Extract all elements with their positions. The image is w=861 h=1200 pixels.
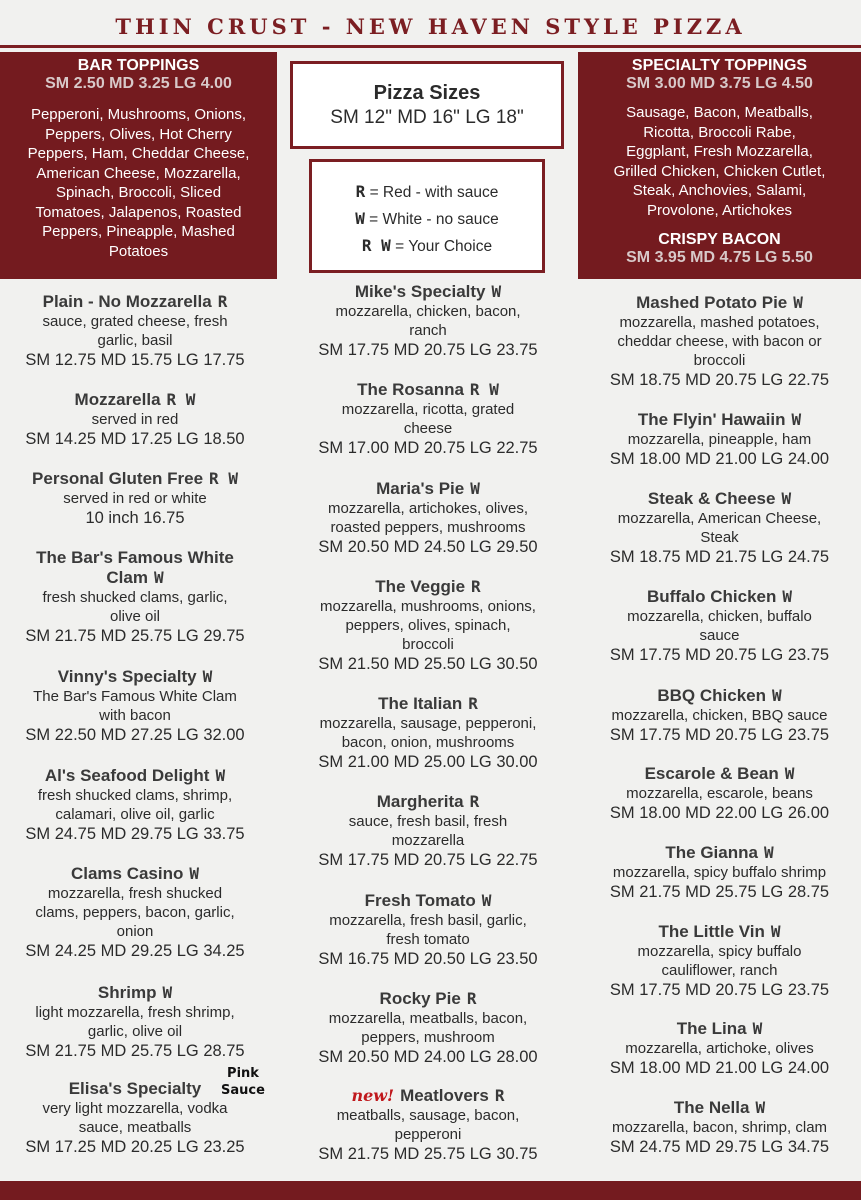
menu-item-name-row: [0, 864, 270, 884]
menu-item-description: The Bar's Famous White Clam: [33, 688, 237, 705]
sauce-badge: R: [468, 694, 478, 713]
menu-item-name-row: [0, 390, 270, 410]
menu-item-name-row: [578, 686, 861, 706]
menu-item-price: SM 17.00 MD 20.75 LG 22.75: [318, 439, 538, 457]
sauce-badge: W: [793, 293, 803, 312]
menu-item-description: olive oil: [109, 608, 161, 625]
sauce-badge: W: [470, 479, 480, 498]
menu-item-name-row: [578, 764, 861, 784]
menu-item: [0, 548, 270, 646]
menu-item-name: Meatlovers: [400, 1086, 489, 1105]
menu-item-price: SM 24.75 MD 29.75 LG 34.75: [609, 1138, 830, 1156]
menu-item-name-row: [578, 587, 861, 607]
menu-item-price: SM 22.50 MD 27.25 LG 32.00: [25, 726, 245, 744]
new-badge: new!: [351, 1086, 395, 1105]
sauce-badge: W: [781, 489, 792, 508]
menu-item-description: peppers, olives, spinach,: [345, 617, 511, 634]
menu-item-price: SM 18.75 MD 20.75 LG 22.75: [609, 371, 830, 389]
menu-item-description: fresh shucked clams, garlic,: [42, 589, 228, 606]
sauce-badge: W: [772, 686, 782, 705]
menu-item-price: SM 14.25 MD 17.25 LG 18.50: [25, 430, 245, 448]
menu-item: [290, 479, 566, 557]
sauce-badge: R: [217, 292, 228, 311]
menu-item-name: Maria's Pie: [376, 479, 465, 498]
menu-item-name: The Italian: [378, 694, 463, 713]
menu-item-price: SM 21.75 MD 25.75 LG 30.75: [318, 1145, 538, 1163]
menu-item-price: SM 16.75 MD 20.50 LG 23.50: [318, 950, 538, 968]
menu-item: [578, 489, 861, 567]
menu-item-description: mozzarella, sausage, pepperoni,: [319, 715, 537, 732]
sauce-badge: R W: [166, 390, 196, 409]
menu-item-price: SM 17.25 MD 20.25 LG 23.25: [25, 1138, 245, 1156]
menu-item-name-row: [578, 293, 861, 313]
sauce-badge: W: [162, 983, 173, 1002]
bar-toppings-line: Peppers, Ham, Cheddar Cheese,: [27, 145, 250, 162]
menu-item: [0, 390, 270, 449]
menu-item-name-row: [290, 792, 566, 812]
bar-toppings-line: Pepperoni, Mushrooms, Onions,: [30, 106, 247, 123]
menu-item-price: SM 17.75 MD 20.75 LG 22.75: [318, 851, 538, 869]
sauce-badge: R: [494, 1086, 505, 1105]
sauce-badge: W: [491, 282, 502, 301]
sauce-badge: W: [782, 587, 793, 606]
sauce-badge: W: [763, 843, 774, 862]
sauce-badge: W: [755, 1098, 766, 1117]
menu-item-price: SM 20.50 MD 24.00 LG 28.00: [318, 1048, 538, 1066]
menu-item: [290, 891, 566, 969]
menu-item-description: mozzarella, American Cheese,: [617, 510, 822, 527]
menu-item-price: SM 21.00 MD 25.00 LG 30.00: [318, 753, 538, 771]
menu-item-description: fresh tomato: [386, 931, 470, 948]
menu-item-name-row: [290, 282, 566, 302]
menu-item-name-row: [290, 380, 566, 400]
menu-item: [578, 410, 861, 469]
menu-item-name: Steak & Cheese: [647, 489, 776, 508]
menu-item-name: Al's Seafood Delight: [44, 766, 210, 785]
menu-item-name-row: [578, 410, 861, 430]
specialty-toppings-line: Provolone, Artichokes: [646, 201, 793, 219]
sauce-badge: R W: [469, 380, 499, 399]
bar-toppings-line: Spinach, Broccoli, Sliced: [55, 184, 222, 201]
menu-item-description: pepperoni: [394, 1126, 462, 1143]
legend-text: = Your Choice: [390, 238, 493, 255]
menu-item-description: very light mozzarella, vodka: [42, 1100, 228, 1117]
specialty-toppings-list: [578, 103, 861, 220]
menu-item-description: mozzarella, spicy buffalo: [637, 943, 802, 960]
menu-item-name-row: [578, 1098, 861, 1118]
specialty-toppings-line: Grilled Chicken, Chicken Cutlet,: [613, 162, 826, 180]
menu-item-description: cheese: [403, 420, 453, 437]
specialty-toppings-line: Ricotta, Broccoli Rabe,: [643, 123, 796, 141]
menu-item-name: BBQ Chicken: [657, 686, 766, 705]
sauce-badge: W: [153, 568, 164, 587]
menu-item: [578, 1019, 861, 1078]
menu-item-description: garlic, olive oil: [87, 1023, 183, 1040]
menu-item-description: ranch: [409, 322, 447, 339]
menu-item-description: mozzarella, artichokes, olives,: [327, 500, 529, 517]
legend-row: [312, 179, 542, 206]
menu-item: [290, 282, 566, 360]
menu-item-price: SM 20.50 MD 24.50 LG 29.50: [318, 538, 538, 556]
menu-item-name: Clams Casino: [70, 864, 184, 883]
menu-item-name: Escarole & Bean: [644, 764, 779, 783]
menu-item-description: sauce, meatballs: [78, 1119, 192, 1136]
menu-item-name-row: [0, 667, 270, 687]
menu-item-description: broccoli: [402, 636, 454, 653]
title-divider: [0, 45, 861, 48]
legend-text: = White - no sauce: [364, 211, 499, 228]
menu-item-description: cauliflower, ranch: [661, 962, 778, 979]
menu-item-name: Shrimp: [97, 983, 157, 1002]
pizza-sizes-box: [290, 61, 564, 149]
menu-item-name-row: [0, 548, 270, 568]
menu-item-name-row: [290, 1086, 566, 1106]
menu-item-description: mozzarella, ricotta, grated: [341, 401, 515, 418]
bar-toppings-line: Peppers, Olives, Hot Cherry: [45, 125, 232, 143]
menu-item-price: SM 21.75 MD 25.75 LG 29.75: [25, 627, 245, 645]
menu-item-description: mozzarella, fresh basil, garlic,: [329, 912, 527, 929]
bar-toppings-heading: BAR TOPPINGS: [77, 57, 200, 74]
legend-key: R: [355, 182, 366, 201]
pink-sauce-line: Pink: [227, 1066, 259, 1081]
menu-item-description: cheddar cheese, with bacon or: [617, 333, 822, 350]
menu-title: THIN CRUST - NEW HAVEN STYLE PIZZA: [115, 14, 746, 39]
menu-item-price: SM 17.75 MD 20.75 LG 23.75: [318, 341, 538, 359]
menu-item-name: Mike's Specialty: [354, 282, 486, 301]
menu-item-description: mozzarella, mushrooms, onions,: [320, 598, 536, 615]
menu-item: [578, 686, 861, 745]
menu-item-description: mozzarella, mashed potatoes,: [619, 314, 820, 331]
menu-item-name: The Gianna: [665, 843, 758, 862]
menu-item-price: SM 21.50 MD 25.50 LG 30.50: [318, 655, 538, 673]
menu-item-description: mozzarella, chicken, BBQ sauce: [611, 707, 828, 724]
menu-item-description: mozzarella, spicy buffalo shrimp: [612, 864, 827, 881]
legend-key: W: [355, 209, 365, 228]
menu-item-price: SM 24.75 MD 29.75 LG 33.75: [25, 825, 245, 843]
legend-key: R W: [361, 236, 391, 255]
menu-item-name: Plain - No Mozzarella: [42, 292, 212, 311]
bar-toppings-line: Tomatoes, Jalapenos, Roasted: [35, 203, 242, 221]
footer-bar: [0, 1181, 861, 1200]
menu-item-price: SM 21.75 MD 25.75 LG 28.75: [609, 883, 830, 901]
menu-item-name: The Bar's Famous White: [36, 548, 234, 567]
menu-item: [0, 766, 270, 844]
specialty-toppings-line: Sausage, Bacon, Meatballs,: [626, 104, 813, 121]
menu-item: [0, 667, 270, 745]
specialty-toppings-line: Steak, Anchovies, Salami,: [632, 182, 807, 199]
menu-item-name-row: [578, 1019, 861, 1039]
menu-item-price: SM 17.75 MD 20.75 LG 23.75: [609, 726, 830, 744]
menu-item-name: Clam: [106, 568, 148, 587]
menu-item: [578, 922, 861, 1000]
sauce-legend-box: [309, 159, 545, 273]
menu-item-price: SM 18.75 MD 21.75 LG 24.75: [609, 548, 830, 566]
menu-item-price: SM 18.00 MD 21.00 LG 24.00: [609, 450, 830, 468]
menu-item-description: onion: [116, 923, 154, 940]
menu-item-price: SM 18.00 MD 21.00 LG 24.00: [609, 1059, 830, 1077]
sauce-badge: W: [189, 864, 200, 883]
menu-item-price: SM 24.25 MD 29.25 LG 34.25: [25, 942, 245, 960]
pizza-sizes-values: SM 12" MD 16" LG 18": [330, 107, 524, 128]
bar-toppings-box: [0, 52, 277, 279]
menu-item-name: Personal Gluten Free: [32, 469, 204, 488]
pink-sauce-note: [216, 1065, 270, 1099]
menu-item-name: Margherita: [376, 792, 464, 811]
menu-item-description: sauce, grated cheese, fresh: [42, 313, 228, 330]
menu-item-name-row: [290, 891, 566, 911]
menu-item-description: mozzarella, meatballs, bacon,: [328, 1010, 528, 1027]
menu-item-name: The Flyin' Hawaiin: [637, 410, 786, 429]
specialty-toppings-heading: SPECIALTY TOPPINGS: [631, 57, 808, 74]
menu-item-name-row: [0, 469, 270, 489]
menu-item-description: light mozzarella, fresh shrimp,: [35, 1004, 235, 1021]
menu-item: [290, 989, 566, 1067]
menu-item: [578, 587, 861, 665]
pizza-sizes-heading: Pizza Sizes: [373, 82, 481, 104]
menu-item-name: Buffalo Chicken: [646, 587, 777, 606]
menu-item-description: served in red: [91, 411, 179, 428]
menu-item-price: SM 17.75 MD 20.75 LG 23.75: [609, 981, 830, 999]
menu-item-name-row: [0, 766, 270, 786]
menu-item-name: The Lina: [676, 1019, 747, 1038]
menu-item-description: fresh shucked clams, shrimp,: [37, 787, 233, 804]
menu-item-name: The Nella: [673, 1098, 750, 1117]
menu-item-name: Elisa's Specialty: [68, 1079, 202, 1098]
menu-item-description: mozzarella, pineapple, ham: [627, 431, 812, 448]
menu-item-name-row: [290, 479, 566, 499]
menu-item-description: mozzarella, bacon, shrimp, clam: [611, 1119, 828, 1136]
menu-item-name-row: [578, 922, 861, 942]
sauce-badge: W: [215, 766, 226, 785]
sauce-badge: R W: [209, 469, 238, 488]
menu-item-name: Fresh Tomato: [364, 891, 476, 910]
menu-item-name-row: [290, 694, 566, 714]
menu-item-price: SM 21.75 MD 25.75 LG 28.75: [25, 1042, 245, 1060]
legend-text: = Red - with sauce: [365, 184, 499, 201]
menu-item-name: Mozzarella: [74, 390, 161, 409]
bar-toppings-line: Peppers, Pineapple, Mashed: [42, 223, 235, 240]
menu-item-description: mozzarella: [391, 832, 465, 849]
menu-item-name: The Little Vin: [658, 922, 765, 941]
menu-item: [578, 1098, 861, 1157]
bar-toppings-list: [0, 105, 277, 261]
crispy-bacon-heading: CRISPY BACON: [658, 231, 781, 248]
menu-item-description: garlic, basil: [97, 332, 173, 349]
menu-item-description: peppers, mushroom: [361, 1029, 495, 1046]
menu-item-name: The Rosanna: [357, 380, 464, 399]
menu-item-name-row: [578, 843, 861, 863]
menu-item-description: bacon, onion, mushrooms: [341, 734, 515, 751]
menu-item: [0, 469, 270, 528]
sauce-badge: W: [784, 764, 795, 783]
menu-item-description: clams, peppers, bacon, garlic,: [35, 904, 235, 921]
specialty-toppings-line: Eggplant, Fresh Mozzarella,: [626, 143, 813, 160]
menu-item-description: Steak: [700, 529, 739, 546]
menu-item: [578, 293, 861, 390]
sauce-badge: W: [752, 1019, 763, 1038]
sauce-badge: W: [202, 667, 213, 686]
menu-item-description: meatballs, sausage, bacon,: [336, 1107, 520, 1124]
menu-item: [0, 983, 270, 1061]
menu-item: [578, 764, 861, 823]
menu-item-description: sauce, fresh basil, fresh: [348, 813, 508, 830]
menu-item-description: served in red or white: [63, 490, 207, 507]
pink-sauce-line: Sauce: [221, 1083, 265, 1098]
menu-item-name-row: [290, 577, 566, 597]
menu-item-name: Vinny's Specialty: [57, 667, 197, 686]
menu-item: [290, 380, 566, 458]
menu-item-name: The Veggie: [375, 577, 466, 596]
sauce-badge: W: [791, 410, 802, 429]
bar-toppings-line: American Cheese, Mozzarella,: [36, 164, 241, 182]
menu-item-description: mozzarella, escarole, beans: [626, 785, 813, 802]
menu-item-description: broccoli: [693, 352, 746, 369]
menu-item: [0, 292, 270, 370]
menu-item: [290, 694, 566, 772]
menu-item-name-row: [578, 489, 861, 509]
menu-item: [290, 577, 566, 674]
sauce-badge: W: [481, 891, 492, 910]
menu-item-name: Rocky Pie: [379, 989, 461, 1008]
menu-item-description: roasted peppers, mushrooms: [330, 519, 526, 536]
menu-item-name-row: [0, 983, 270, 1003]
menu-item-description: sauce: [699, 627, 740, 644]
menu-item-name-row: [290, 989, 566, 1009]
menu-item: [578, 843, 861, 902]
menu-item-description: mozzarella, fresh shucked: [47, 885, 223, 902]
specialty-toppings-prices: SM 3.00 MD 3.75 LG 4.50: [626, 75, 813, 92]
menu-item-description: mozzarella, chicken, buffalo: [627, 608, 812, 625]
legend-row: [312, 233, 542, 260]
menu-item-price: SM 18.00 MD 22.00 LG 26.00: [609, 804, 830, 822]
bar-toppings-prices: SM 2.50 MD 3.25 LG 4.00: [45, 75, 232, 92]
menu-item: [0, 864, 270, 961]
menu-item: [290, 1086, 566, 1164]
menu-item-price: SM 12.75 MD 15.75 LG 17.75: [25, 351, 245, 369]
specialty-toppings-box: [578, 52, 861, 279]
bar-toppings-line: Potatoes: [108, 242, 169, 260]
menu-item-name-row: [0, 568, 270, 588]
crispy-bacon-prices: SM 3.95 MD 4.75 LG 5.50: [626, 249, 813, 266]
menu-item-description: with bacon: [99, 707, 171, 724]
menu-item: [290, 792, 566, 870]
sauce-badge: R: [466, 989, 477, 1008]
sauce-badge: W: [770, 922, 781, 941]
menu-item-description: calamari, olive oil, garlic: [55, 806, 215, 823]
menu-item-price: 10 inch 16.75: [85, 509, 185, 527]
menu-item-description: mozzarella, chicken, bacon,: [335, 303, 521, 320]
menu-item-name-row: [0, 292, 270, 312]
legend-row: [312, 206, 542, 233]
menu-item-description: mozzarella, artichoke, olives: [625, 1040, 814, 1057]
sauce-badge: R: [469, 792, 480, 811]
menu-item-name: Mashed Potato Pie: [636, 293, 788, 312]
sauce-badge: R: [471, 577, 481, 596]
menu-item-price: SM 17.75 MD 20.75 LG 23.75: [609, 646, 830, 664]
